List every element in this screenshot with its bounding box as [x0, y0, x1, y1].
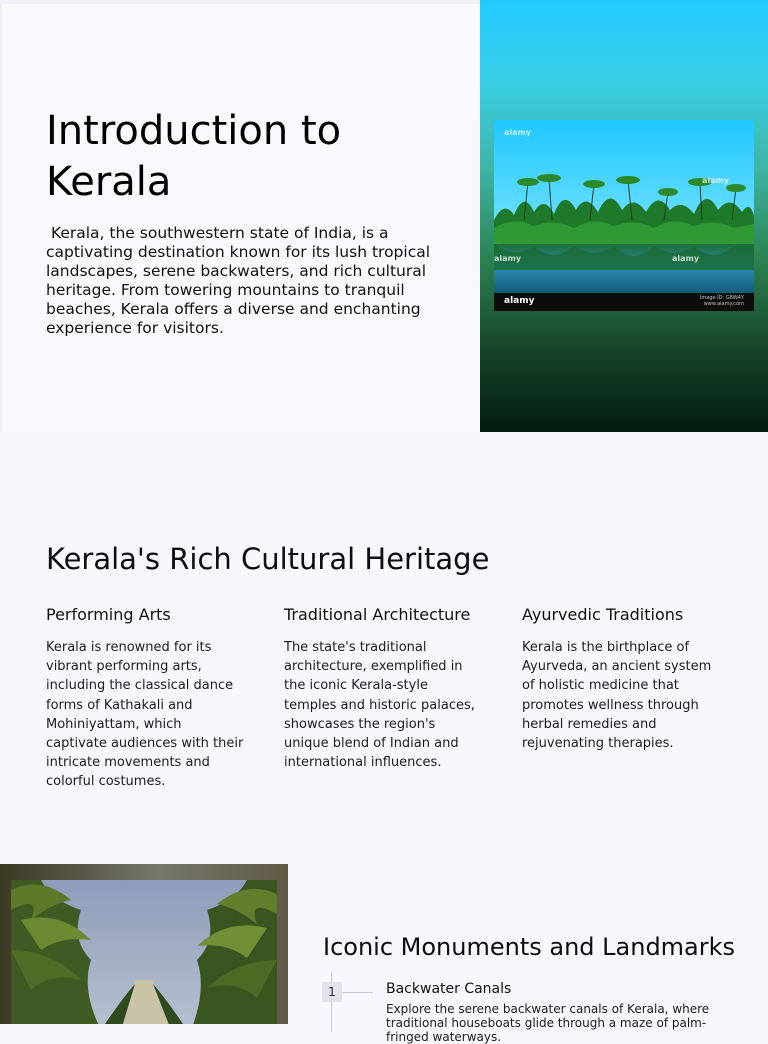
intro-slide: [0, 0, 768, 432]
photo-watermark: alamy: [672, 254, 700, 263]
heritage-title: Kerala's Rich Cultural Heritage: [46, 542, 490, 576]
column-heading: Performing Arts: [46, 605, 171, 624]
palm-canal-photo: [11, 880, 277, 1024]
column-heading: Ayurvedic Traditions: [522, 605, 684, 624]
heritage-column: [522, 604, 722, 753]
photo-watermark: alamy: [494, 254, 522, 263]
column-text: Kerala is the birthplace of Ayurveda, an ancient system of holistic medicine that promotes wellness through herbal remedies and rejuvenating therapies.: [522, 640, 712, 752]
intro-text: Kerala, the southwestern state of India, is a captivating destination known for its lush tropical landscapes, serene backwaters, and rich cultural heritage. From towering mountains to tranquil beaches, Kerala offers a diverse and enchanting experience for visitors.: [46, 224, 435, 337]
slide-edge: [0, 0, 2, 432]
alamy-logo: alamy: [504, 296, 535, 306]
monuments-title: Iconic Monuments and Landmarks: [323, 933, 736, 961]
column-heading: Traditional Architecture: [284, 605, 471, 624]
photo-watermark: alamy: [702, 176, 730, 185]
column-text: Kerala is renowned for its vibrant performing arts, including the classical dance forms of Kathakali and Mohiniyattam, which captivate audiences with their intricate movements and colorful costumes.: [46, 640, 244, 790]
photo-credit: Image ID: G8W4Y www.alamy.com: [699, 295, 744, 307]
column-text: The state's traditional architecture, exemplified in the iconic Kerala-style temples and historic palaces, showcases the region's unique blend of Indian and international influences.: [284, 640, 475, 771]
slide-edge: [0, 0, 480, 4]
step-number-badge: 1: [322, 982, 342, 1002]
photo-credit-bar: [494, 293, 754, 311]
heritage-column: [46, 604, 246, 792]
heritage-column: [284, 604, 484, 772]
photo-watermark: alamy: [504, 128, 532, 137]
kerala-backwater-photo: [494, 120, 754, 311]
monuments-image-panel: [0, 864, 288, 1024]
timeline-line: [331, 972, 332, 1032]
hero-image-panel: [480, 0, 768, 432]
intro-title: Introduction to Kerala: [46, 108, 342, 205]
step-title: Backwater Canals: [386, 981, 512, 997]
step-text: Explore the serene backwater canals of Kerala, where traditional houseboats glide through a maze of palm-fringed waterways.: [386, 1002, 710, 1044]
